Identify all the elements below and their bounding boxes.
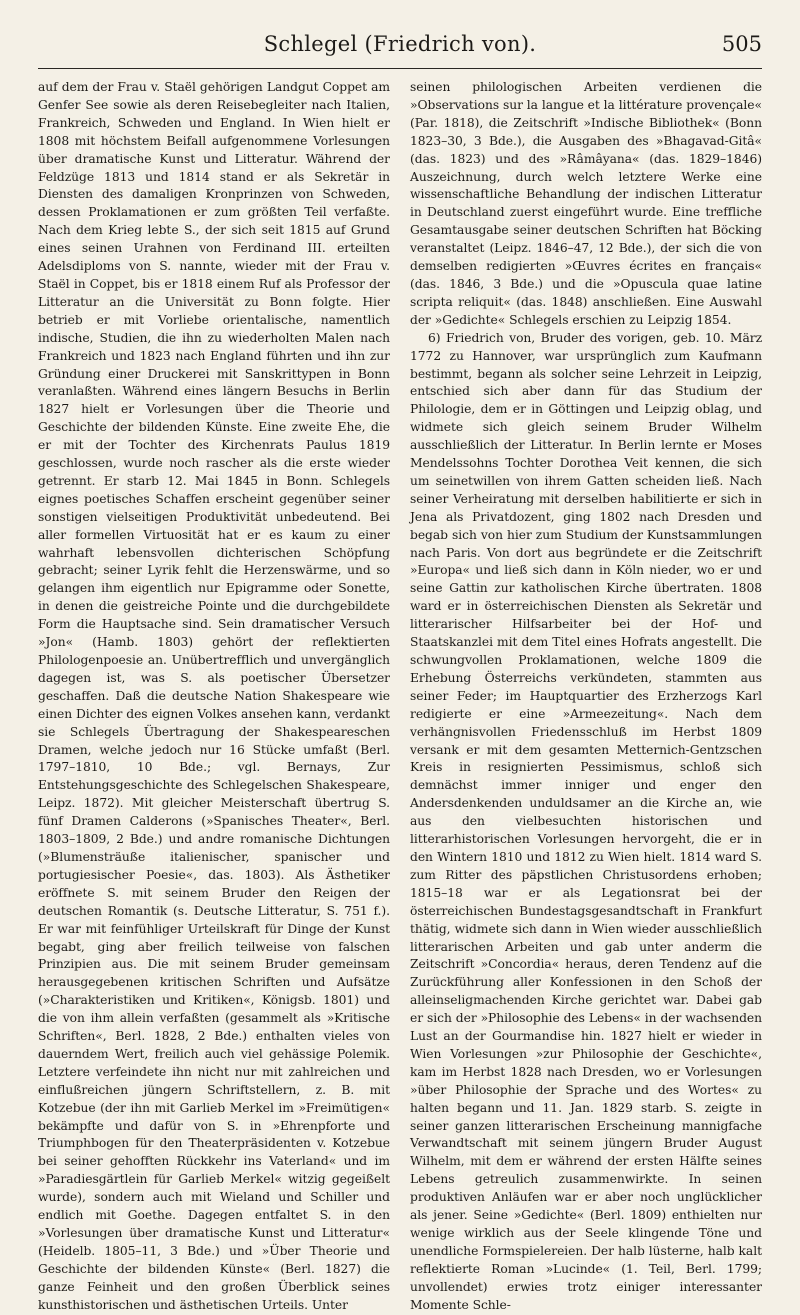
left-paragraph-1: auf dem der Frau v. Staël gehörigen Landgut Coppet am Genfer See sowie als deren Reisebegleiter nach Italien, Frankreich, Schweden und England. In Wien hielt er 1808 mit höchstem Beifall aufgenommene Vorlesungen über dramatische Kunst und Litteratur. Während der Feldzüge 1813 und 1814 stand er als Sekretär in Diensten des damaligen Kronprinzen von Schweden, dessen Proklamationen er zum größten Teil verfaßte. Nach dem Krieg lebte S., der sich seit 1815 auf Grund eines seinen Urahnen von Ferdinand III. erteilten Adelsdiploms von S. nannte, wieder mit der Frau v. Staël in Coppet, bis er 1818 einem Ruf als Professor der Litteratur an die Universität zu Bonn folgte. Hier betrieb er mit Vorliebe orientalische, namentlich indische, Studien, die ihn zu wiederholten Malen nach Frankreich und 1823 nach England führten und ihn zur Gründung einer Druckerei mit Sanskrittypen in Bonn veranlaßten. Während eines längern Besuchs in Berlin 1827 hielt er Vorlesungen über die Theorie und Geschichte der bildenden Künste. Eine zweite Ehe, die er mit der Tochter des Kirchenrats Paulus 1819 geschlossen, wurde noch rascher als die erste wieder getrennt. Er starb 12. Mai 1845 in Bonn. Schlegels eignes poetisches Schaffen erscheint gegenüber seiner sonstigen vielseitigen Produktivität unbedeutend. Bei aller formellen Virtuosität hat er es kaum zu einer wahrhaft lebensvollen dichterischen Schöpfung gebracht; seiner Lyrik fehlt die Herzenswärme, und so gelangen ihm eigentlich nur Epigramme oder Sonette, in denen die geistreiche Pointe und die durchgebildete Form die Hauptsache sind. Sein dramatischer Versuch »Jon« (Hamb. 1803) gehört der reflektierten Philologenpoesie an. Unübertrefflich und unvergänglich dagegen ist, was S. als poetischer Übersetzer geschaffen. Daß die deutsche Nation Shakespeare wie einen Dichter des eignen Volkes ansehen kann, verdankt sie Schlegels Übertragung der Shakespeareschen Dramen, welche jedoch nur 16 Stücke umfaßt (Berl. 1797–1810, 10 Bde.; vgl. Bernays, Zur Entstehungsgeschichte des Schlegelschen Shakespeare, Leipz. 1872). Mit gleicher Meisterschaft übertrug S. fünf Dramen Calderons (»Spanisches Theater«, Berl. 1803–1809, 2 Bde.) und andre romanische Dichtungen (»Blumensträuße italienischer, spanischer und portugiesischer Poesie«, das. 1803). Als Ästhetiker eröffnete S. mit seinem Bruder den Reigen der deutschen Romantik (s. Deutsche Litteratur, S. 751 f.). Er war mit feinfühliger Urteilskraft für Dinge der Kunst begabt, ging aber freilich teilweise von falschen Prinzipien aus. Die mit seinem Bruder gemeinsam herausgegebenen kritischen Schriften und Aufsätze (»Charakteristiken und Kritiken«, Königsb. 1801) und die von ihm allein verfaßten (gesammelt als »Kritische Schriften«, Berl. 1828, 2 Bde.) enthalten vieles von dauerndem Wert, freilich auch viel gehässige Polemik. Letztere verfeindete ihn nicht nur mit zahlreichen und einflußreichen jüngern Schriftstellern, z. B. mit Kotzebue (der ihn mit Garlieb Merkel im »Freimütigen« bekämpfte und dafür von S. in »Ehrenpforte und Triumphbogen für den Theaterpräsidenten v. Kotzebue bei seiner gehofften Rückkehr ins Vaterland« und im »Paradiesgärtlein für Garlieb Merkel« witzig gegeißelt wurde), sondern auch mit Wieland und Schiller und endlich mit Goethe. Dagegen entfaltet S. in den »Vorlesungen über dramatische Kunst und Litteratur« (Heidelb. 1805–11, 3 Bde.) und »Über Theorie und Geschichte der bildenden Künste« (Berl. 1827) die ganze Feinheit und den großen Überblick seines kunsthistorischen und ästhetischen Urteils. Unter: [38, 80, 390, 1312]
left-column: [38, 79, 390, 1315]
page-number: 505: [721, 32, 762, 56]
right-paragraph-2-entry-friedrich: 6) Friedrich von, Bruder des vorigen, geb. 10. März 1772 zu Hannover, war ursprünglich zum Kaufmann bestimmt, begann als solcher seine Lehrzeit in Leipzig, entschied sich aber dann für das Studium der Philologie, dem er in Göttingen und Leipzig oblag, und widmete sich gleich seinem Bruder Wilhelm ausschließlich der Litteratur. In Berlin lernte er Moses Mendelssohns Tochter Dorothea Veit kennen, die sich um seinetwillen von ihrem Gatten scheiden ließ. Nach seiner Verheiratung mit derselben habilitierte er sich in Jena als Privatdozent, ging 1802 nach Dresden und begab sich von hier zum Studium der Kunstsammlungen nach Paris. Von dort aus begründete er die Zeitschrift »Europa« und ließ sich dann in Köln nieder, wo er und seine Gattin zur katholischen Kirche übertraten. 1808 ward er in österreichischen Diensten als Sekretär und litterarischer Hilfsarbeiter bei der Hof- und Staatskanzlei mit dem Titel eines Hofrats angestellt. Die schwungvollen Proklamationen, welche 1809 die Erhebung Österreichs verkündeten, stammten aus seiner Feder; im Hauptquartier des Erzherzogs Karl redigierte er eine »Armeezeitung«. Nach dem verhängnisvollen Friedensschluß im Herbst 1809 versank er mit dem gesamten Metternich-Gentzschen Kreis in resignierten Pessimismus, schloß sich demnächst immer inniger und enger den Andersdenkenden unduldsamer an die Kirche an, wie aus den vielbesuchten historischen und litterarhistorischen Vorlesungen hervorgeht, die er in den Wintern 1810 und 1812 zu Wien hielt. 1814 ward S. zum Ritter des päpstlichen Christusordens erhoben; 1815–18 war er als Legationsrat bei der österreichischen Bundestagsgesandtschaft in Frankfurt thätig, widmete sich dann in Wien wieder ausschließlich litterarischen Arbeiten und gab unter anderm die Zeitschrift »Concordia« heraus, deren Tendenz auf die Zurückführung aller Konfessionen in den Schoß der alleinseligmachenden Kirche gerichtet war. Dabei gab er sich der »Philosophie des Lebens« in der wachsenden Lust an der Gourmandise hin. 1827 hielt er wieder in Wien Vorlesungen »zur Philosophie der Geschichte«, kam im Herbst 1828 nach Dresden, wo er Vorlesungen »über Philosophie der Sprache und des Wortes« zu halten begann und 11. Jan. 1829 starb. S. zeigte in seiner ganzen litterarischen Erscheinung mannigfache Verwandtschaft mit seinem jüngern Bruder August Wilhelm, mit dem er während der ersten Hälfte seines Lebens getreulich zusammenwirkte. In seinen produktiven Anläufen war er aber noch unglücklicher als jener. Seine »Gedichte« (Berl. 1809) enthielten nur wenige wirklich aus der Seele klingende Töne und unendliche Formspielereien. Der halb lüsterne, halb kalt reflektierte Roman »Lucinde« (1. Teil, Berl. 1799; unvollendet) erwies trotz einiger interessanter Momente Schle-: [410, 330, 762, 1312]
right-paragraph-1: seinen philologischen Arbeiten verdienen die »Observations sur la langue et la littérature provençale« (Par. 1818), die Zeitschrift »Indische Bibliothek« (Bonn 1823–30, 3 Bde.), die Ausgaben des »Bhagavad-Gitâ« (das. 1823) und des »Râmâyana« (das. 1829–1846) Auszeichnung, durch welch letztere Werke eine wissenschaftliche Behandlung der indischen Litteratur in Deutschland zuerst eingeführt wurde. Eine treffliche Gesamtausgabe seiner deutschen Schriften hat Böcking veranstaltet (Leipz. 1846–47, 12 Bde.), der sich die von demselben redigierten »Œuvres écrites en français« (das. 1846, 3 Bde.) und die »Opuscula quae latine scripta reliquit« (das. 1848) anschließen. Eine Auswahl der »Gedichte« Schlegels erschien zu Leipzig 1854.: [410, 80, 762, 327]
running-head: Schlegel (Friedrich von).: [263, 32, 537, 56]
right-column: [410, 79, 762, 1315]
page-header: [38, 28, 762, 69]
text-columns: [38, 79, 762, 1315]
